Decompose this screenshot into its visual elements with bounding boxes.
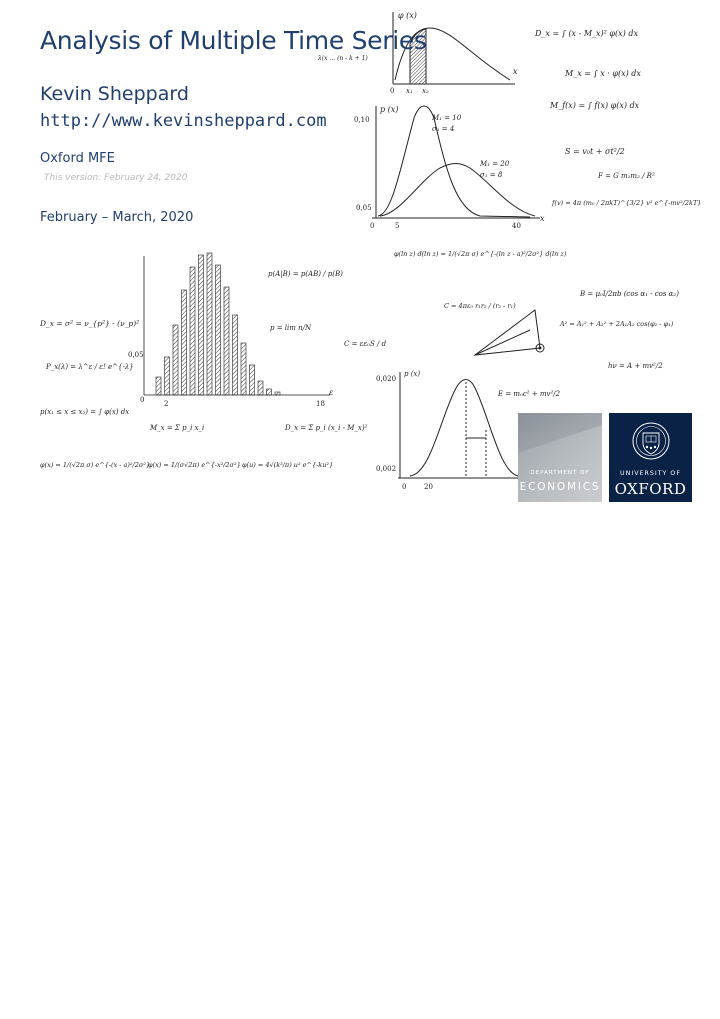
formula-expectation: M_f(x) = ∫ f(x) φ(x) dx [550,101,640,110]
formula-poisson: P_x(λ) = λ^ε / ε! e^{-λ} [46,363,134,371]
formula-maxwell-speed: φ(u) = 4√(k³/π) u² e^{-ku²} [242,461,334,469]
histogram-bar [207,253,212,395]
plot-top-y-label: φ (x) [398,11,417,20]
university-of-oxford-logo [609,413,692,502]
plot-mid-curve2-mean: M₁ = 20 [480,160,510,168]
formula-displacement: S = v₀t + σt²/2 [565,147,625,156]
plot-mid-y-tick-010: 0,10 [354,116,370,124]
histogram-bar [165,357,170,395]
histogram-bar [258,381,263,395]
histogram-bar [182,290,187,395]
plot-mid-two-normals [354,105,545,230]
plot-mid-curve1-mean: M₁ = 10 [432,114,462,122]
plot-mid-x-label: x [540,214,545,223]
plot-top-tick-x2: x₂ [422,87,429,95]
formula-gravitation: F = G m₁m₂ / R² [598,172,655,180]
plot-mid-y-label: p (x) [380,105,399,114]
author-name: Kevin Sheppard [40,83,189,105]
histogram-bar [190,267,195,395]
hist-x-label: ε [329,388,334,397]
version-date: This version: February 24, 2020 [44,173,188,183]
formula-discrete-variance: D_x = Σ p_i (x_i - M_x)² [285,424,368,432]
plot-top-annotation: λ(x ... (n - k + 1) [318,55,368,62]
formula-lognormal: φ(ln z) d(ln z) = 1/(√2π σ) e^{-(ln z - a)²/2σ²} d(ln z) [394,250,567,258]
oxford-logo-line2: OXFORD [614,480,687,498]
plot-top-tick-0: 0 [390,87,395,95]
formula-maxwell: f(v) = 4π (m₀ / 2πkT)^{3/2} v² e^{-mv²/2kT} [552,199,702,207]
histogram-bar [275,392,280,395]
histogram-bar [224,287,229,395]
formula-normal-density-zero: φ(x) = 1/(σ√2π) e^{-x²/2σ²} [148,461,241,469]
hist-x-tick-2: 2 [164,400,169,408]
term-dates: February – March, 2020 [40,210,194,225]
plot-bottom-y-tick-0020: 0,020 [376,375,397,383]
plot-mid-x-tick-5: 5 [395,222,400,230]
histogram-bar [199,255,204,395]
author-website-link[interactable]: http://www.kevinsheppard.com [40,111,327,131]
formula-capacitance: C = εε₀S / d [344,340,387,348]
plot-bottom-y-tick-0002: 0,002 [376,465,397,473]
plot-bottom-x-tick-0: 0 [402,483,407,491]
formula-amplitude: A² = A₁² + A₂² + 2A₁A₂ cos(φ₂ - φ₁) [560,320,674,328]
formula-energy: E = m₀c² + mv²/2 [498,390,561,398]
formula-interval-prob: p(x₁ ≤ x ≤ x₂) = ∫ φ(x) dx [40,408,130,416]
formula-discrete-mean: M_x = Σ p_i x_i [150,424,205,432]
histogram-bar [241,343,246,395]
plot-mid-x-tick-40: 40 [512,222,521,230]
formula-mean: M_x = ∫ x · φ(x) dx [565,69,641,78]
histogram-bar [156,377,161,395]
plot-mid-x-tick-0: 0 [370,222,375,230]
formula-limit-prob: p = lim n/N [270,324,312,332]
department-of-economics-logo [518,413,602,502]
vector-triangle-diagram [475,310,544,355]
hist-x-tick-18: 18 [316,400,325,408]
formula-sphere-capacitance: C = 4πε₀ r₁r₂ / (r₂ - r₁) [444,302,516,310]
plot-bottom-normal [376,370,520,491]
hist-y-tick: 0,05 [128,351,144,359]
plot-top-x-label: x [513,67,518,76]
plot-bottom-x-tick-20: 20 [424,483,433,491]
formula-photoelectric: hν = A + mv²/2 [608,362,663,370]
histogram-bar [233,315,238,395]
formula-biot-savart: B = μ₀I/2πb (cos α₁ - cos α₂) [580,290,679,298]
economics-logo-line1: DEPARTMENT OF [530,470,590,476]
formula-normal-density: φ(x) = 1/(√2π σ) e^{-(x - a)²/2σ²} [40,461,151,469]
document-title: Analysis of Multiple Time Series [40,26,427,55]
plot-bottom-y-label: p (x) [404,370,421,378]
economics-logo-line2: ECONOMICS [519,481,601,493]
formula-conditional-prob: p(A|B) = p(AB) / p(B) [268,270,343,278]
plot-mid-y-tick-005: 0,05 [356,204,372,212]
hist-x-tick-0: 0 [140,396,145,404]
plot-mid-curve2-sigma: σ₁ = 8 [480,171,503,179]
histogram-bar [173,325,178,395]
course-name: Oxford MFE [40,151,115,166]
plot-top-tick-x1: x₁ [406,87,413,95]
oxford-crest-icon [631,421,671,461]
histogram-bar [267,389,272,395]
plot-mid-curve1-sigma: σ₁ = 4 [432,125,455,133]
formula-dispersion: D_x = σ² = ν_{p²} - (ν_p)² [40,319,140,328]
histogram-bar [250,365,255,395]
oxford-logo-line1: UNIVERSITY OF [620,470,681,477]
formula-variance: D_x = ∫ (x - M_x)² φ(x) dx [535,29,638,38]
histogram-bar [216,265,221,395]
